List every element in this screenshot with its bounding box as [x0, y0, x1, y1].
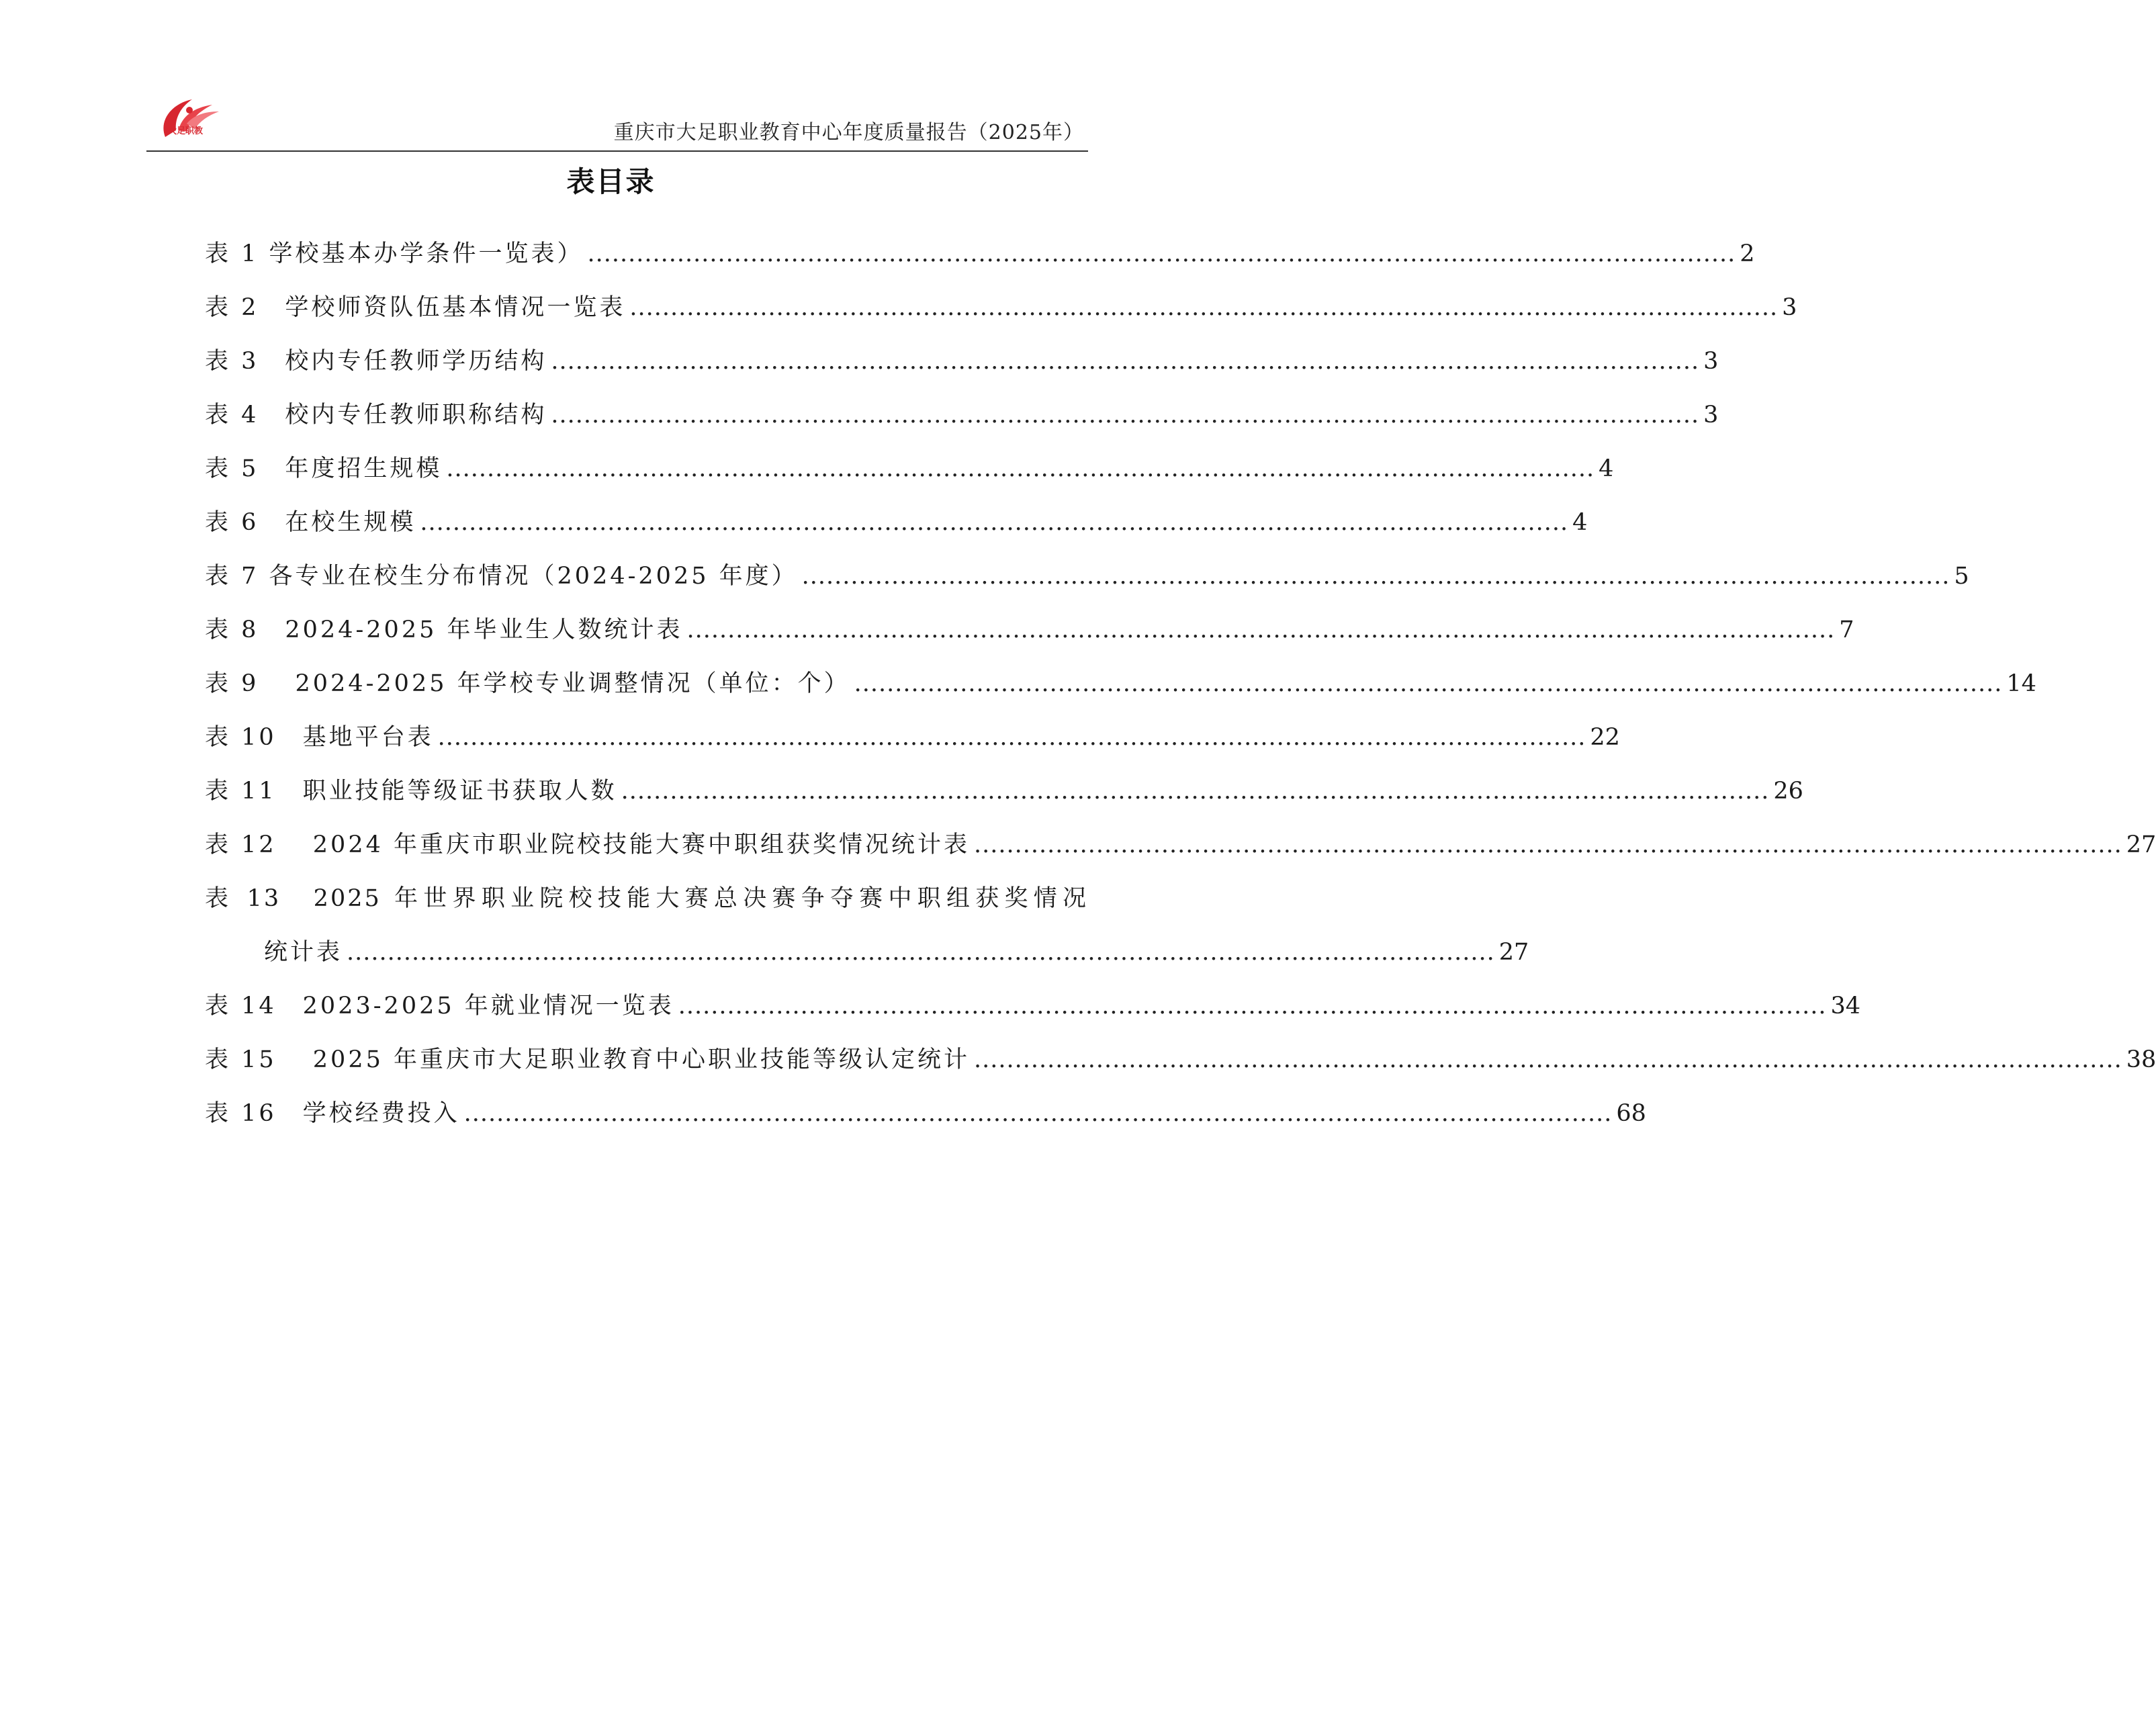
toc-entry[interactable]	[205, 549, 1969, 603]
toc-page-number: 34	[1830, 993, 1861, 1019]
dot-leader: .............................................................................................................................................	[446, 455, 1595, 482]
toc-entry-text: 表 9 2024-2025 年学校专业调整情况（单位：个）	[205, 670, 850, 697]
dot-leader: .............................................................................................................................................	[551, 402, 1700, 428]
toc-entry-text: 表 6 在校生规模	[205, 509, 416, 536]
dot-leader: .............................................................................................................................................	[551, 348, 1700, 375]
toc-entry[interactable]	[205, 979, 1861, 1033]
toc-entry[interactable]	[205, 603, 1854, 657]
dot-leader: .............................................................................................................................................	[463, 1100, 1613, 1127]
dot-leader: .............................................................................................................................................	[854, 670, 2003, 697]
dot-leader: .............................................................................................................................................	[801, 563, 1950, 590]
toc-entry-text: 表 14 2023-2025 年就业情况一览表	[205, 993, 674, 1019]
toc-entry[interactable]	[205, 1087, 1646, 1140]
toc-entry-text: 表 12 2024 年重庆市职业院校技能大赛中职组获奖情况统计表	[205, 831, 970, 858]
toc-entry[interactable]	[205, 227, 1755, 281]
toc-entry-text: 表 2 学校师资队伍基本情况一览表	[205, 294, 626, 321]
dazu-vocational-logo-icon	[152, 90, 226, 150]
toc-entry-text: 表 1 学校基本办学条件一览表）	[205, 240, 584, 267]
toc-page-number: 2	[1740, 240, 1755, 267]
toc-entry[interactable]	[205, 818, 2156, 872]
toc-page-number: 68	[1616, 1100, 1646, 1127]
toc-entry-text: 表 7 各专业在校生分布情况（2024-2025 年度）	[205, 563, 798, 590]
toc-entry-text: 表 3 校内专任教师学历结构	[205, 348, 547, 375]
toc-entry-text: 表 10 基地平台表	[205, 724, 434, 751]
toc-page-number: 38	[2126, 1046, 2156, 1073]
toc-entry-text: 表 13 2025 年世界职业院校技能大赛总决赛争夺赛中职组获奖情况	[205, 885, 1088, 912]
toc-page-number: 26	[1773, 778, 1803, 805]
dot-leader: .............................................................................................................................................	[420, 509, 1569, 536]
dot-leader: .............................................................................................................................................	[974, 1046, 2122, 1073]
toc-entry[interactable]	[205, 657, 2036, 711]
dot-leader: .............................................................................................................................................	[347, 939, 1495, 966]
toc-entry[interactable]	[205, 442, 1614, 496]
toc-entry-text: 表 16 学校经费投入	[205, 1100, 460, 1127]
toc-entry-text: 表 8 2024-2025 年毕业生人数统计表	[205, 617, 683, 643]
page-header	[146, 81, 1088, 152]
logo-label: 大足职教	[168, 126, 204, 136]
toc-entry[interactable]	[205, 764, 1803, 818]
toc-entry[interactable]	[205, 334, 1719, 388]
toc-page-number: 3	[1782, 294, 1797, 321]
toc-page-number: 3	[1703, 402, 1719, 428]
dot-leader: .............................................................................................................................................	[974, 831, 2122, 858]
dot-leader: .............................................................................................................................................	[437, 724, 1586, 751]
toc-entry-text: 表 4 校内专任教师职称结构	[205, 402, 547, 428]
toc-entry-text: 表 11 职业技能等级证书获取人数	[205, 778, 617, 805]
dot-leader: .............................................................................................................................................	[678, 993, 1827, 1019]
toc-page-number: 27	[1498, 939, 1529, 966]
toc-entry-text: 表 15 2025 年重庆市大足职业教育中心职业技能等级认定统计	[205, 1046, 970, 1073]
toc-entry-text-continued: 统计表	[264, 939, 343, 966]
toc-entry[interactable]	[205, 872, 1529, 979]
toc-page-number: 3	[1703, 348, 1719, 375]
toc-entry[interactable]	[205, 281, 1797, 334]
dot-leader: .............................................................................................................................................	[686, 617, 1836, 643]
page-title: 表目录	[566, 165, 656, 198]
toc-page-number: 14	[2006, 670, 2036, 697]
toc-entry[interactable]	[205, 496, 1588, 549]
header-title: 重庆市大足职业教育中心年度质量报告（2025年）	[613, 121, 1084, 144]
toc-entry[interactable]	[205, 388, 1719, 442]
dot-leader: .............................................................................................................................................	[621, 778, 1770, 805]
toc-entry[interactable]	[205, 711, 1620, 764]
toc-page-number: 4	[1599, 455, 1614, 482]
dot-leader: .............................................................................................................................................	[587, 240, 1736, 267]
table-of-contents	[205, 227, 2156, 1140]
toc-entry-text: 表 5 年度招生规模	[205, 455, 443, 482]
toc-page-number: 5	[1954, 563, 1969, 590]
toc-entry[interactable]	[205, 1033, 2156, 1087]
toc-page-number: 7	[1839, 617, 1854, 643]
toc-page-number: 27	[2126, 831, 2156, 858]
toc-page-number: 4	[1572, 509, 1588, 536]
toc-page-number: 22	[1590, 724, 1620, 751]
dot-leader: .............................................................................................................................................	[629, 294, 1779, 321]
